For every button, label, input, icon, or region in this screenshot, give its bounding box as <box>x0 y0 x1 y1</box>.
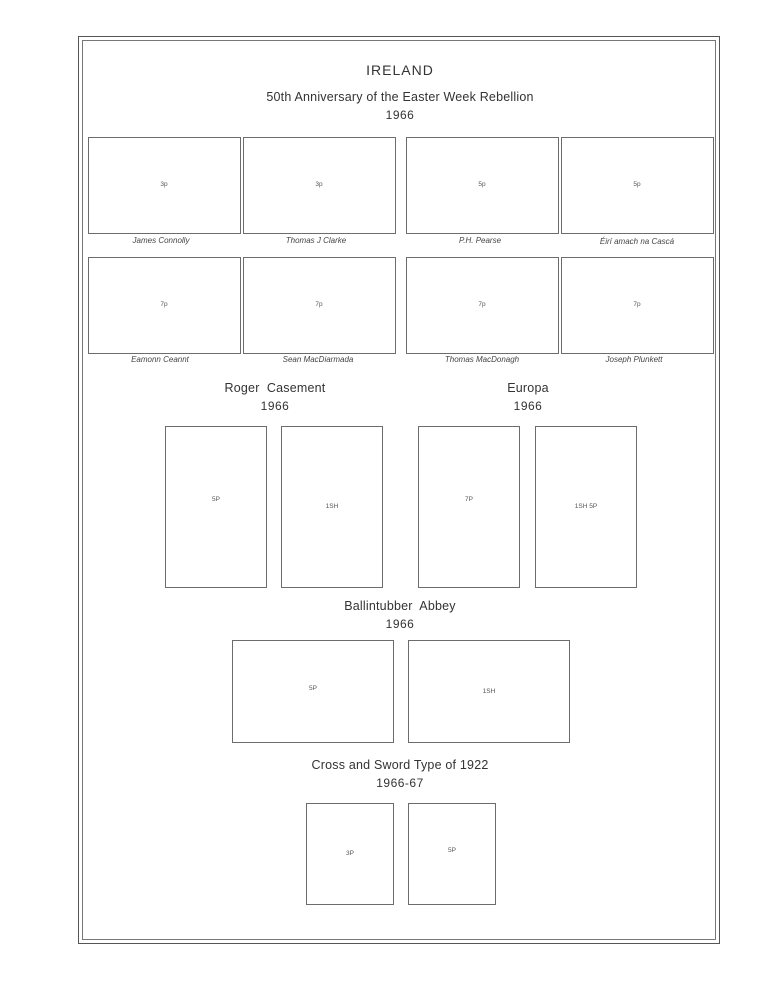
stamp-box <box>165 426 267 588</box>
stamp-value: 1SH 5P <box>574 503 598 510</box>
stamp-value: 7p <box>633 301 641 308</box>
stamp-value: 3p <box>315 181 323 188</box>
stamp-value: 5P <box>309 685 317 692</box>
stamp-value: 3P <box>346 850 354 857</box>
stamp-value: 7p <box>160 301 168 308</box>
stamp-box <box>408 803 496 905</box>
stamp-caption: Éirí amach na Cascá <box>599 237 675 246</box>
stamp-value: 3p <box>160 181 168 188</box>
stamp-caption: P.H. Pearse <box>458 236 502 245</box>
section-year-roger-casement: 1966 <box>260 399 290 413</box>
stamp-box <box>418 426 520 588</box>
section-year-ballintubber-abbey: 1966 <box>385 617 415 631</box>
stamp-caption: Sean MacDiarmada <box>282 355 354 364</box>
stamp-value: 5p <box>478 181 486 188</box>
section-year-cross-and-sword: 1966-67 <box>376 776 424 790</box>
stamp-value: 7p <box>478 301 486 308</box>
section-heading-roger-casement: Roger Casement <box>224 381 326 395</box>
stamp-caption: Thomas J Clarke <box>285 236 347 245</box>
stamp-value: 5P <box>212 496 220 503</box>
stamp-value: 7p <box>315 301 323 308</box>
stamp-caption: Eamonn Ceannt <box>131 355 189 364</box>
section-heading-easter-rebellion: 50th Anniversary of the Easter Week Rebellion <box>266 90 534 104</box>
stamp-value: 1SH <box>325 503 339 510</box>
stamp-caption: James Connolly <box>132 236 190 245</box>
stamp-value: 5p <box>633 181 641 188</box>
stamp-caption: Thomas MacDonagh <box>444 355 520 364</box>
stamp-value: 7P <box>465 496 473 503</box>
stamp-value: 1SH <box>482 688 496 695</box>
section-heading-ballintubber-abbey: Ballintubber Abbey <box>344 599 456 613</box>
stamp-caption: Joseph Plunkett <box>605 355 663 364</box>
stamp-value: 5P <box>448 847 456 854</box>
page-title: IRELAND <box>366 62 434 78</box>
section-year-easter-rebellion: 1966 <box>385 108 415 122</box>
section-heading-cross-and-sword: Cross and Sword Type of 1922 <box>311 758 489 772</box>
section-year-europa: 1966 <box>513 399 543 413</box>
section-heading-europa: Europa <box>507 381 549 395</box>
